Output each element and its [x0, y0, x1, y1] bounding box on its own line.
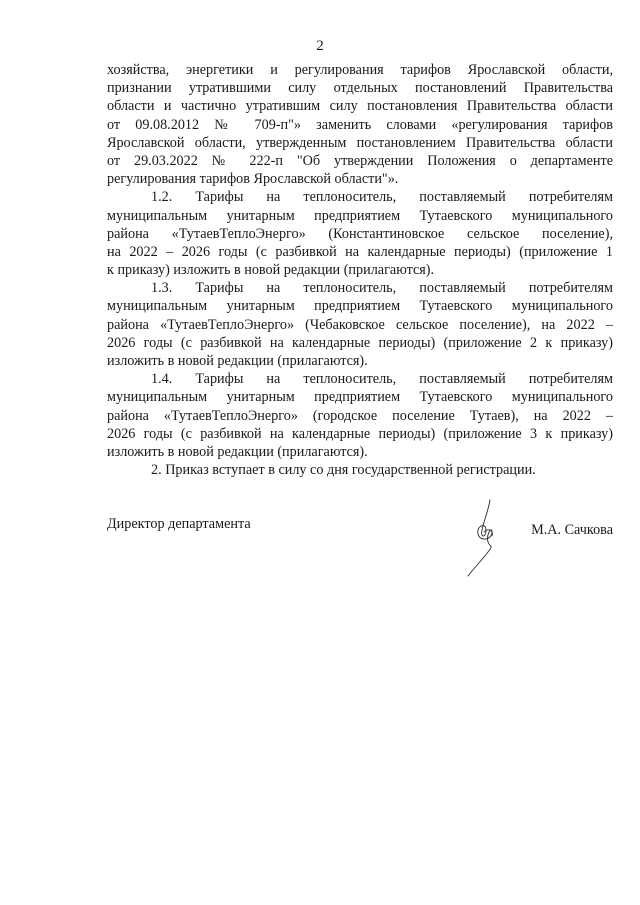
signature-block [107, 516, 613, 576]
handwritten-signature [462, 494, 522, 578]
page-number: 2 [316, 38, 324, 54]
text-line: регулирования тарифов Ярославской области"». [107, 171, 399, 188]
text-line: 2026 годы (с разбивкой на календарные периоды) (приложение 3 к приказу) [107, 425, 613, 442]
text-line: 2026 годы (с разбивкой на календарные периоды) (приложение 2 к приказу) [107, 334, 613, 351]
text-line: муниципальным унитарным предприятием Тутаевского муниципального [107, 389, 613, 406]
text-line: от 09.08.2012 № 709-п"» заменить словами «регулирования тарифов [107, 116, 613, 133]
text-line: района «ТутаевТеплоЭнерго» (городское поселение Тутаев), на 2022 – [107, 407, 613, 424]
text-line: района «ТутаевТеплоЭнерго» (Константиновское сельское поселение), [107, 225, 613, 242]
signatory-title: Директор департамента [107, 516, 251, 532]
text-line: хозяйства, энергетики и регулирования тарифов Ярославской области, [107, 62, 613, 78]
text-line: муниципальным унитарным предприятием Тутаевского муниципального [107, 207, 613, 224]
document-body [107, 61, 613, 479]
signatory-name: М.А. Сачкова [531, 522, 613, 538]
text-line: изложить в новой редакции (прилагаются). [107, 443, 368, 460]
paragraph-line-first: 1.3. Тарифы на теплоноситель, поставляемый потребителям [151, 280, 613, 297]
paragraph-line-first: 2. Приказ вступает в силу со дня государственной регистрации. [151, 462, 536, 479]
text-line: к приказу) изложить в новой редакции (прилагаются). [107, 262, 435, 279]
paragraph-line-first: 1.4. Тарифы на теплоноситель, поставляемый потребителям [151, 371, 613, 388]
text-line: изложить в новой редакции (прилагаются). [107, 353, 368, 369]
text-line: области и частично утратившим силу постановления Правительства области [107, 98, 613, 115]
text-line: района «ТутаевТеплоЭнерго» (Чебаковское сельское поселение), на 2022 – [107, 316, 613, 333]
text-line: муниципальным унитарным предприятием Тутаевского муниципального [107, 298, 613, 315]
text-line: от 29.03.2022 № 222-п "Об утверждении Положения о департаменте [107, 152, 613, 169]
text-line: признании утратившими силу отдельных постановлений Правительства [107, 80, 613, 97]
text-line: на 2022 – 2026 годы (с разбивкой на календарные периоды) (приложение 1 [107, 243, 613, 260]
text-line: Ярославской области, утвержденным постановлением Правительства области [107, 134, 613, 151]
paragraph-line-first: 1.2. Тарифы на теплоноситель, поставляемый потребителям [151, 189, 613, 206]
